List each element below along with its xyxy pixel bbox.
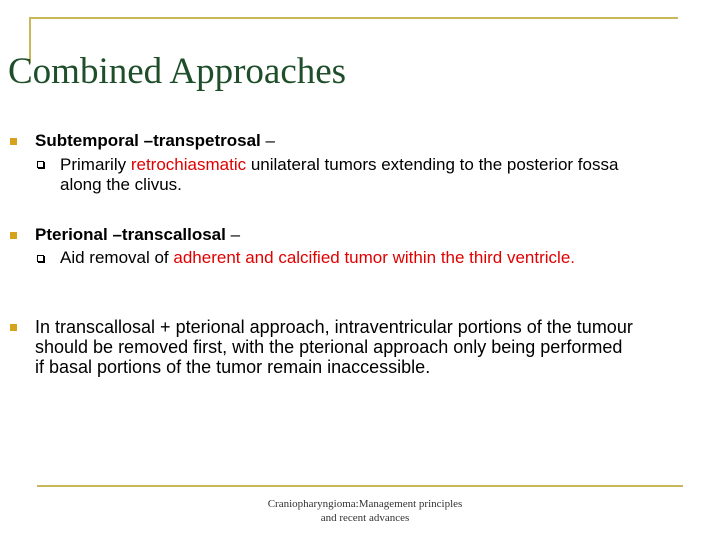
slide-title: Combined Approaches [8, 51, 347, 92]
item-heading-1: Subtemporal –transpetrosal – [35, 131, 275, 150]
footer-text [250, 497, 480, 525]
bullet-square-icon [10, 138, 17, 145]
top-rule [29, 17, 678, 19]
item-detail-2: Aid removal of adherent and calcified tumor within the third ventricle. [60, 248, 575, 267]
bullet-square-icon [10, 232, 17, 239]
body-paragraph: In transcallosal + pterional approach, intraventricular portions of the tumour should be removed first, with the pterional approach only being performed if basal portions of the tumor remain inaccessible. [35, 317, 633, 377]
bullet-square-icon [10, 324, 17, 331]
bottom-rule [37, 485, 683, 487]
footer-line-2: and recent advances [320, 512, 410, 524]
item-heading-2: Pterional –transcallosal – [35, 225, 241, 244]
item-detail-1: Primarily retrochiasmatic unilateral tumors extending to the posterior fossa along the clivus. [60, 155, 619, 194]
sub-bullet-icon [37, 255, 44, 262]
sub-bullet-icon [37, 161, 44, 168]
footer-line-1: Craniopharyngioma:Management principles [267, 498, 463, 510]
